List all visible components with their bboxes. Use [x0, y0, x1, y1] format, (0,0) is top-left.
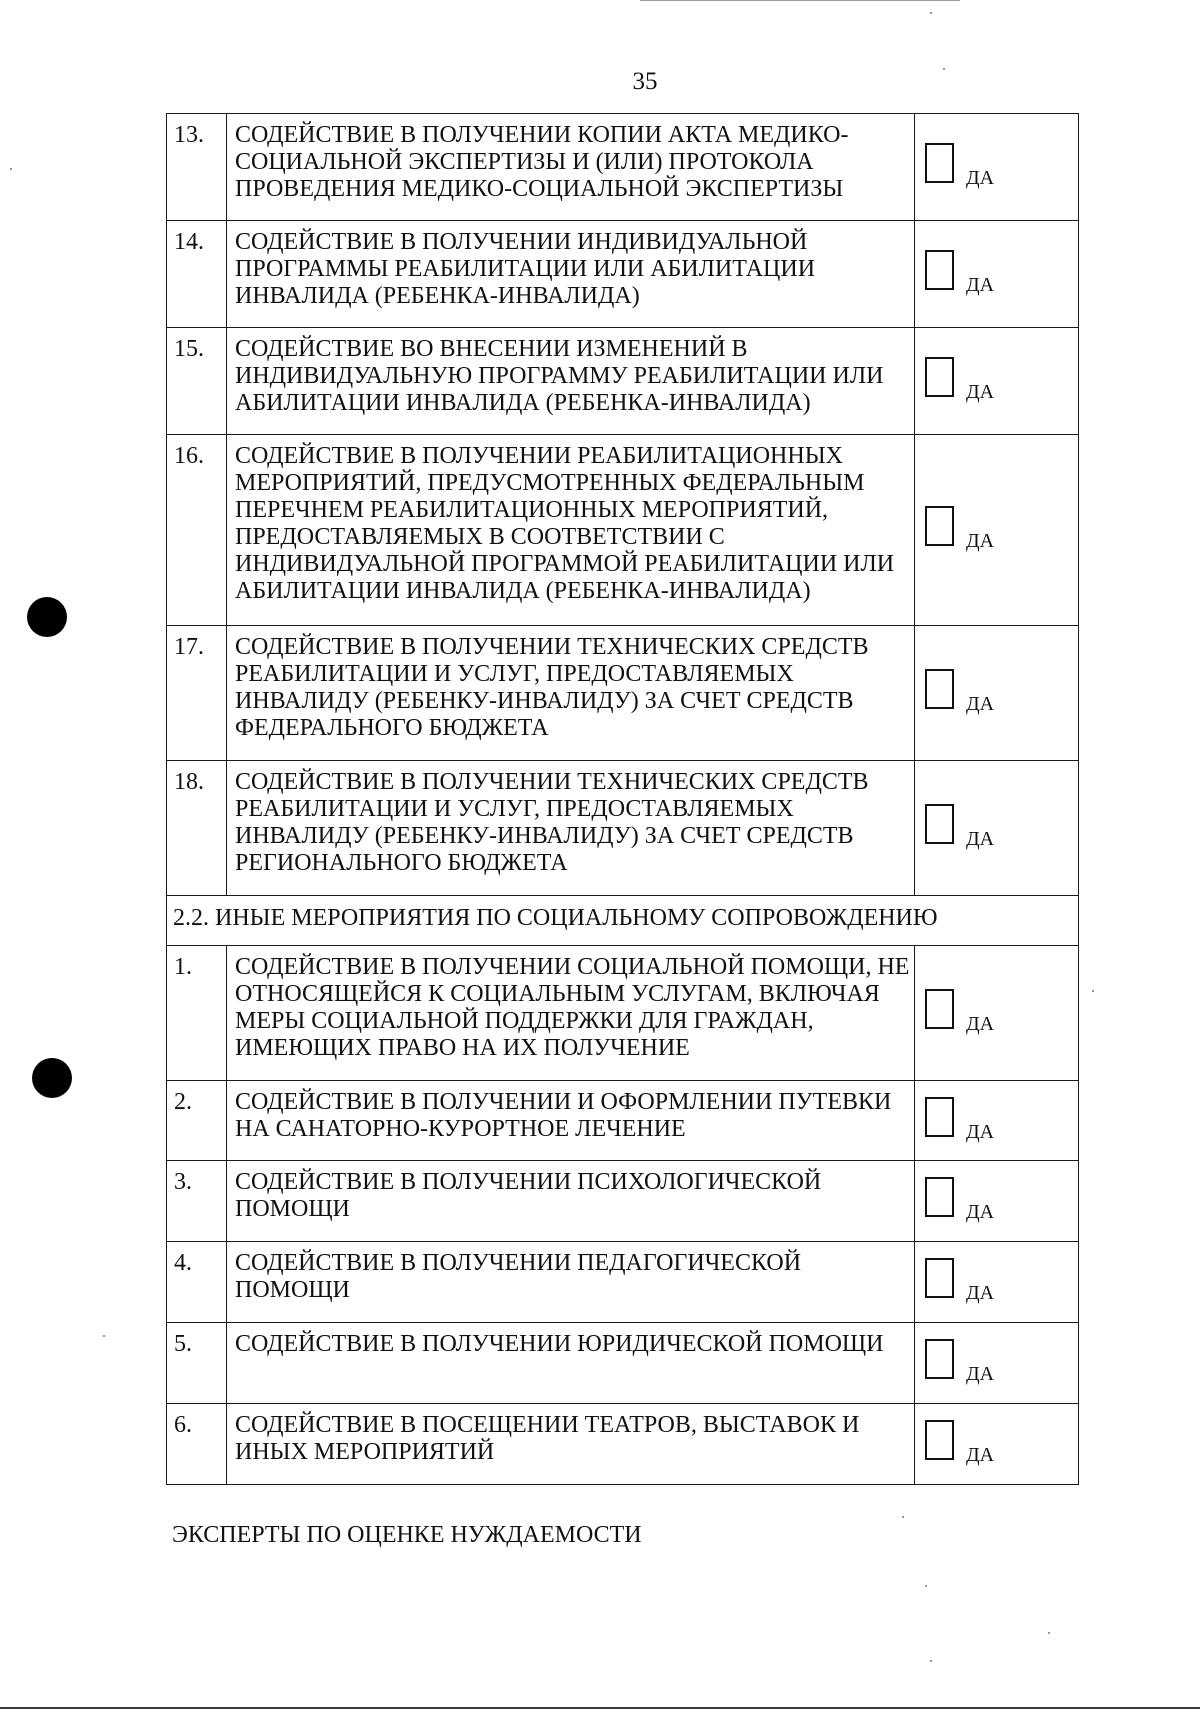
yes-label: ДА	[966, 693, 995, 715]
table-row	[167, 1404, 1079, 1485]
row-description: СОДЕЙСТВИЕ В ПОЛУЧЕНИИ ТЕХНИЧЕСКИХ СРЕДСТВ РЕАБИЛИТАЦИИ И УСЛУГ, ПРЕДОСТАВЛЯЕМЫХ ИНВАЛИДУ (РЕБЕНКУ-ИНВАЛИДУ) ЗА СЧЕТ СРЕДСТВ ФЕДЕРАЛЬНОГО БЮДЖЕТА	[227, 626, 915, 761]
yes-label: ДА	[966, 1013, 995, 1035]
row-answer-cell	[915, 626, 1079, 761]
row-description: СОДЕЙСТВИЕ В ПОЛУЧЕНИИ РЕАБИЛИТАЦИОННЫХ МЕРОПРИЯТИЙ, ПРЕДУСМОТРЕННЫХ ФЕДЕРАЛЬНЫМ ПЕРЕЧНЕМ РЕАБИЛИТАЦИОННЫХ МЕРОПРИЯТИЙ, ПРЕДОСТАВЛЯЕМЫХ В СООТВЕТСТВИИ С ИНДИВИДУАЛЬНОЙ ПРОГРАММОЙ РЕАБИЛИТАЦИИ ИЛИ АБИЛИТАЦИИ ИНВАЛИДА (РЕБЕНКА-ИНВАЛИДА)	[227, 435, 915, 626]
row-description: СОДЕЙСТВИЕ В ПОЛУЧЕНИИ И ОФОРМЛЕНИИ ПУТЕВКИ НА САНАТОРНО-КУРОРТНОЕ ЛЕЧЕНИЕ	[227, 1081, 915, 1161]
scan-speck	[930, 12, 932, 14]
scan-edge-bottom	[0, 1707, 1200, 1709]
yes-label: ДА	[966, 1201, 995, 1223]
table-row	[167, 1323, 1079, 1404]
yes-checkbox[interactable]	[925, 1177, 954, 1217]
yes-checkbox[interactable]	[925, 1097, 954, 1137]
yes-option	[925, 989, 1065, 1037]
row-answer-cell	[915, 1404, 1079, 1485]
row-answer-cell	[915, 1161, 1079, 1242]
row-number: 13.	[167, 114, 227, 221]
yes-label: ДА	[966, 1363, 995, 1385]
row-answer-cell	[915, 221, 1079, 328]
table-row	[167, 1161, 1079, 1242]
yes-label: ДА	[966, 1120, 995, 1143]
yes-label: ДА	[966, 274, 995, 296]
table-row	[167, 221, 1079, 328]
section-header-row	[167, 896, 1079, 946]
yes-option	[925, 804, 1065, 852]
yes-checkbox[interactable]	[925, 506, 954, 546]
yes-checkbox[interactable]	[925, 357, 954, 397]
social-support-table	[166, 113, 1079, 1485]
row-number: 14.	[167, 221, 227, 328]
footer-experts-label: ЭКСПЕРТЫ ПО ОЦЕНКЕ НУЖДАЕМОСТИ	[172, 1522, 642, 1548]
yes-checkbox[interactable]	[925, 669, 954, 709]
row-number: 1.	[167, 946, 227, 1081]
yes-option	[925, 1258, 1065, 1306]
section-heading: 2.2. ИНЫЕ МЕРОПРИЯТИЯ ПО СОЦИАЛЬНОМУ СОПРОВОЖДЕНИЮ	[167, 896, 1079, 946]
yes-label: ДА	[966, 167, 995, 189]
row-description: СОДЕЙСТВИЕ В ПОЛУЧЕНИИ СОЦИАЛЬНОЙ ПОМОЩИ, НЕ ОТНОСЯЩЕЙСЯ К СОЦИАЛЬНЫМ УСЛУГАМ, ВКЛЮЧАЯ МЕРЫ СОЦИАЛЬНОЙ ПОДДЕРЖКИ ДЛЯ ГРАЖДАН, ИМЕЮЩИХ ПРАВО НА ИХ ПОЛУЧЕНИЕ	[227, 946, 915, 1081]
row-answer-cell	[915, 1323, 1079, 1404]
yes-label: ДА	[966, 1444, 995, 1466]
yes-option	[925, 1339, 1065, 1387]
yes-checkbox[interactable]	[925, 250, 954, 290]
row-number: 5.	[167, 1323, 227, 1404]
row-answer-cell	[915, 328, 1079, 435]
scan-speck	[930, 1660, 932, 1662]
yes-option	[925, 250, 1065, 298]
yes-label: ДА	[966, 530, 995, 552]
row-number: 6.	[167, 1404, 227, 1485]
table-row	[167, 328, 1079, 435]
scan-speck	[10, 168, 12, 170]
yes-label: ДА	[966, 828, 995, 850]
row-description: СОДЕЙСТВИЕ В ПОЛУЧЕНИИ КОПИИ АКТА МЕДИКО-СОЦИАЛЬНОЙ ЭКСПЕРТИЗЫ И (ИЛИ) ПРОТОКОЛА ПРОВЕДЕНИЯ МЕДИКО-СОЦИАЛЬНОЙ ЭКСПЕРТИЗЫ	[227, 114, 915, 221]
table-body	[167, 114, 1079, 1485]
yes-option	[925, 143, 1065, 191]
table-row	[167, 435, 1079, 626]
table-row	[167, 114, 1079, 221]
scan-speck	[1048, 1632, 1050, 1634]
row-description: СОДЕЙСТВИЕ ВО ВНЕСЕНИИ ИЗМЕНЕНИЙ В ИНДИВИДУАЛЬНУЮ ПРОГРАММУ РЕАБИЛИТАЦИИ ИЛИ АБИЛИТАЦИИ ИНВАЛИДА (РЕБЕНКА-ИНВАЛИДА)	[227, 328, 915, 435]
yes-checkbox[interactable]	[925, 1420, 954, 1460]
yes-checkbox[interactable]	[925, 1258, 954, 1298]
row-number: 18.	[167, 761, 227, 896]
row-number: 16.	[167, 435, 227, 626]
yes-option	[925, 1097, 1065, 1145]
table-row	[167, 1081, 1079, 1161]
table-row	[167, 1242, 1079, 1323]
table-row	[167, 946, 1079, 1081]
yes-checkbox[interactable]	[925, 1339, 954, 1379]
punch-hole	[27, 597, 67, 637]
row-number: 4.	[167, 1242, 227, 1323]
row-description: СОДЕЙСТВИЕ В ПОЛУЧЕНИИ ЮРИДИЧЕСКОЙ ПОМОЩИ	[227, 1323, 915, 1404]
scan-speck	[1092, 990, 1094, 992]
scan-edge-top	[640, 0, 960, 1]
row-answer-cell	[915, 1081, 1079, 1161]
row-answer-cell	[915, 114, 1079, 221]
yes-option	[925, 669, 1065, 717]
yes-option	[925, 1420, 1065, 1468]
scan-speck	[103, 1335, 105, 1337]
table-row	[167, 761, 1079, 896]
table-row	[167, 626, 1079, 761]
row-description: СОДЕЙСТВИЕ В ПОЛУЧЕНИИ ИНДИВИДУАЛЬНОЙ ПРОГРАММЫ РЕАБИЛИТАЦИИ ИЛИ АБИЛИТАЦИИ ИНВАЛИДА (РЕБЕНКА-ИНВАЛИДА)	[227, 221, 915, 328]
row-number: 3.	[167, 1161, 227, 1242]
row-description: СОДЕЙСТВИЕ В ПОЛУЧЕНИИ ТЕХНИЧЕСКИХ СРЕДСТВ РЕАБИЛИТАЦИИ И УСЛУГ, ПРЕДОСТАВЛЯЕМЫХ ИНВАЛИДУ (РЕБЕНКУ-ИНВАЛИДУ) ЗА СЧЕТ СРЕДСТВ РЕГИОНАЛЬНОГО БЮДЖЕТА	[227, 761, 915, 896]
row-number: 2.	[167, 1081, 227, 1161]
row-answer-cell	[915, 761, 1079, 896]
yes-option	[925, 506, 1065, 554]
row-description: СОДЕЙСТВИЕ В ПОЛУЧЕНИИ ПЕДАГОГИЧЕСКОЙ ПОМОЩИ	[227, 1242, 915, 1323]
scan-speck	[902, 1516, 904, 1518]
row-description: СОДЕЙСТВИЕ В ПОСЕЩЕНИИ ТЕАТРОВ, ВЫСТАВОК И ИНЫХ МЕРОПРИЯТИЙ	[227, 1404, 915, 1485]
yes-option	[925, 1177, 1065, 1225]
row-number: 17.	[167, 626, 227, 761]
yes-checkbox[interactable]	[925, 143, 954, 183]
row-answer-cell	[915, 435, 1079, 626]
row-answer-cell	[915, 946, 1079, 1081]
row-description: СОДЕЙСТВИЕ В ПОЛУЧЕНИИ ПСИХОЛОГИЧЕСКОЙ ПОМОЩИ	[227, 1161, 915, 1242]
yes-checkbox[interactable]	[925, 804, 954, 844]
yes-checkbox[interactable]	[925, 989, 954, 1029]
yes-option	[925, 357, 1065, 405]
row-number: 15.	[167, 328, 227, 435]
yes-label: ДА	[966, 381, 995, 403]
yes-label: ДА	[966, 1282, 995, 1304]
row-answer-cell	[915, 1242, 1079, 1323]
page-number: 35	[632, 68, 658, 95]
scan-speck	[925, 1585, 927, 1587]
punch-hole	[32, 1058, 72, 1098]
